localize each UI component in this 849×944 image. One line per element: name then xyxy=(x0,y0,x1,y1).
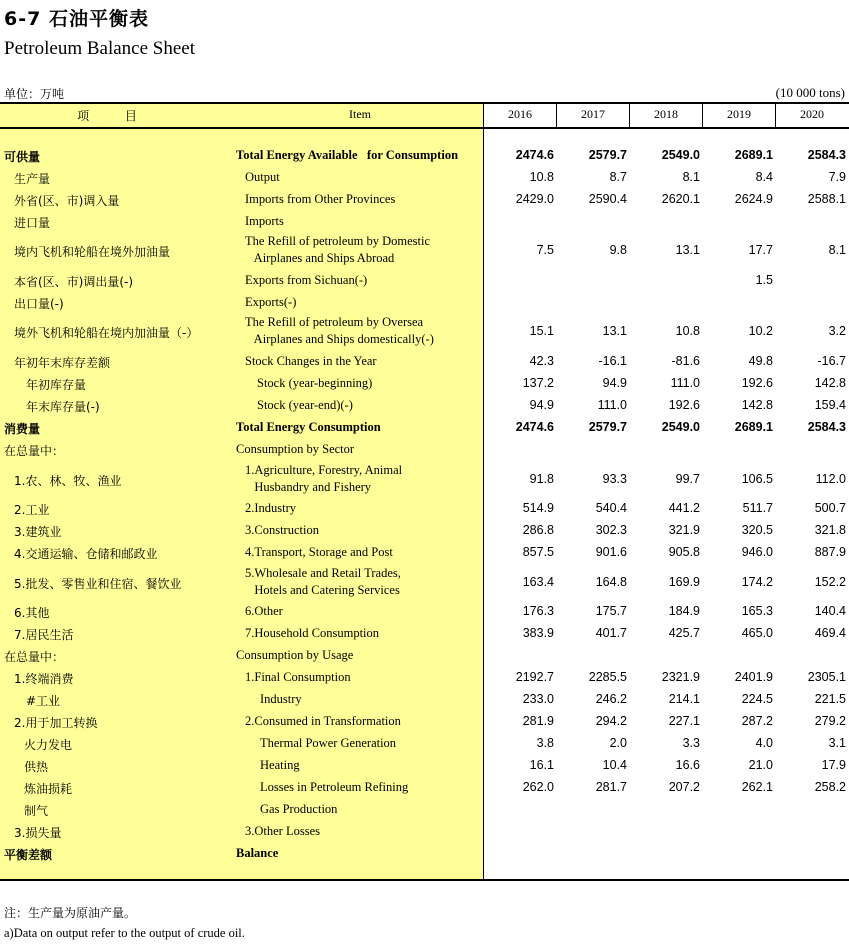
cell-value-2020: 3.2 xyxy=(828,324,846,338)
header-year-2019: 2019 xyxy=(727,107,751,121)
cell-value-2020: 2305.1 xyxy=(807,670,846,684)
cell-value-2016: 137.2 xyxy=(522,376,554,390)
cell-value-2017: 2285.5 xyxy=(588,670,627,684)
row-label-en: Airplanes and Ships domestically(-) xyxy=(245,332,434,346)
cell-value-2016: 262.0 xyxy=(522,780,554,794)
row-label-en: Exports from Sichuan(-) xyxy=(245,273,368,287)
table-row xyxy=(0,211,849,232)
row-label-cn: 进口量 xyxy=(14,216,51,230)
table-row xyxy=(0,667,849,689)
cell-value-2016: 3.8 xyxy=(536,736,554,750)
cell-value-2018: 2620.1 xyxy=(661,192,700,206)
cell-value-2018: 321.9 xyxy=(668,523,700,537)
cell-value-2016: 7.5 xyxy=(536,243,554,257)
cell-value-2018: 425.7 xyxy=(668,626,700,640)
cell-value-2017: 9.8 xyxy=(609,243,627,257)
table-row xyxy=(0,232,849,270)
cell-value-2020: 887.9 xyxy=(814,545,846,559)
cell-value-2020: 8.1 xyxy=(828,243,846,257)
cell-value-2019: 287.2 xyxy=(741,714,773,728)
row-label-en: Thermal Power Generation xyxy=(260,736,397,750)
row-label-cn: 2.工业 xyxy=(14,503,50,517)
cell-value-2017: 2590.4 xyxy=(588,192,627,206)
table-row xyxy=(0,395,849,417)
header-item-cn: 项 目 xyxy=(77,109,153,123)
cell-value-2020: 142.8 xyxy=(814,376,846,390)
table-row xyxy=(0,601,849,623)
cell-value-2016: 94.9 xyxy=(529,398,554,412)
row-label-en: Stock (year-end)(-) xyxy=(257,398,353,412)
table-row xyxy=(0,439,849,461)
row-label-en: The Refill of petroleum by Oversea xyxy=(245,315,424,329)
table-row xyxy=(0,733,849,755)
row-label-cn: 出口量(-) xyxy=(14,297,64,311)
row-label-cn: #工业 xyxy=(26,694,61,708)
row-label-en: Stock Changes in the Year xyxy=(245,354,377,368)
row-label-cn: 供热 xyxy=(24,760,49,774)
row-label-en: Exports(-) xyxy=(245,295,297,309)
cell-value-2019: 2624.9 xyxy=(734,192,773,206)
cell-value-2019: 946.0 xyxy=(741,545,773,559)
cell-value-2019: 262.1 xyxy=(741,780,773,794)
header-year-2020: 2020 xyxy=(800,107,824,121)
cell-value-2018: 2549.0 xyxy=(661,148,700,162)
cell-value-2017: 2.0 xyxy=(609,736,627,750)
row-label-en: Heating xyxy=(260,758,300,772)
row-label-cn: 炼油损耗 xyxy=(24,782,73,796)
table-row xyxy=(0,799,849,821)
header-year-2017: 2017 xyxy=(581,107,605,121)
cell-value-2019: 174.2 xyxy=(741,575,773,589)
row-label-en: 2.Consumed in Transformation xyxy=(245,714,401,728)
cell-value-2017: 401.7 xyxy=(595,626,627,640)
row-label-en: 3.Other Losses xyxy=(245,824,320,838)
table-top-rule xyxy=(0,102,849,104)
cell-value-2019: 511.7 xyxy=(742,501,773,515)
cell-value-2017: 281.7 xyxy=(595,780,627,794)
table-row xyxy=(0,843,849,865)
table-row xyxy=(0,292,849,313)
cell-value-2019: 8.4 xyxy=(755,170,773,184)
row-label-en: 2.Industry xyxy=(245,501,297,515)
row-label-en: Hotels and Catering Services xyxy=(245,583,400,597)
table-row xyxy=(0,373,849,395)
row-label-en: Imports from Other Provinces xyxy=(245,192,396,206)
cell-value-2017: 540.4 xyxy=(595,501,627,515)
cell-value-2019: 2401.9 xyxy=(734,670,773,684)
cell-value-2017: 10.4 xyxy=(602,758,627,772)
header-item-en: Item xyxy=(349,107,371,121)
cell-value-2019: 224.5 xyxy=(741,692,773,706)
cell-value-2019: 1.5 xyxy=(755,273,773,287)
row-label-cn: 3.建筑业 xyxy=(14,525,62,539)
row-label-en: Industry xyxy=(260,692,302,706)
cell-value-2020: 17.9 xyxy=(821,758,846,772)
cell-value-2020: -16.7 xyxy=(817,354,846,368)
cell-value-2020: 7.9 xyxy=(828,170,846,184)
cell-value-2018: 905.8 xyxy=(668,545,700,559)
cell-value-2016: 2429.0 xyxy=(515,192,554,206)
cell-value-2018: 214.1 xyxy=(668,692,700,706)
table-row xyxy=(0,167,849,189)
cell-value-2019: 4.0 xyxy=(755,736,773,750)
cell-value-2020: 221.5 xyxy=(814,692,846,706)
row-label-cn: 消费量 xyxy=(4,422,41,436)
cell-value-2017: 111.0 xyxy=(597,398,627,412)
cell-value-2019: 320.5 xyxy=(741,523,773,537)
table-row xyxy=(0,498,849,520)
cell-value-2017: 94.9 xyxy=(602,376,627,390)
cell-value-2020: 2584.3 xyxy=(807,420,846,434)
cell-value-2018: 3.3 xyxy=(682,736,700,750)
table-row xyxy=(0,711,849,733)
row-label-cn: 3.损失量 xyxy=(14,826,62,840)
row-label-cn: 1.农、林、牧、渔业 xyxy=(14,474,122,488)
row-label-cn: 2.用于加工转换 xyxy=(14,716,98,730)
row-label-cn: 平衡差额 xyxy=(4,848,53,862)
row-label-cn: 在总量中： xyxy=(4,444,65,458)
row-label-cn: 年初库存量 xyxy=(26,378,87,392)
row-label-en: Total Energy Available for Consumption xyxy=(236,148,459,162)
cell-value-2016: 42.3 xyxy=(529,354,554,368)
cell-value-2018: -81.6 xyxy=(671,354,700,368)
cell-value-2017: 13.1 xyxy=(602,324,627,338)
row-label-cn: 年初年末库存差额 xyxy=(14,356,111,370)
row-label-en: Husbandry and Fishery xyxy=(245,480,372,494)
cell-value-2020: 2588.1 xyxy=(807,192,846,206)
table-row xyxy=(0,189,849,211)
cell-value-2016: 163.4 xyxy=(522,575,554,589)
table-bottom-rule xyxy=(0,879,849,881)
cell-value-2016: 514.9 xyxy=(522,501,554,515)
row-label-en: 1.Final Consumption xyxy=(245,670,351,684)
cell-value-2017: 175.7 xyxy=(595,604,627,618)
cell-value-2018: 13.1 xyxy=(675,243,700,257)
cell-value-2020: 152.2 xyxy=(814,575,846,589)
row-label-en: Stock (year-beginning) xyxy=(257,376,373,390)
cell-value-2016: 176.3 xyxy=(522,604,554,618)
cell-value-2020: 469.4 xyxy=(814,626,846,640)
row-label-cn: 外省(区、市)调入量 xyxy=(14,194,120,208)
cell-value-2019: 165.3 xyxy=(741,604,773,618)
table-row xyxy=(0,777,849,799)
cell-value-2016: 857.5 xyxy=(522,545,554,559)
row-label-en: Consumption by Sector xyxy=(236,442,355,456)
cell-value-2019: 21.0 xyxy=(748,758,773,772)
cell-value-2017: 246.2 xyxy=(595,692,627,706)
row-label-cn: 火力发电 xyxy=(24,738,73,752)
cell-value-2016: 383.9 xyxy=(522,626,554,640)
cell-value-2020: 140.4 xyxy=(814,604,846,618)
cell-value-2018: 16.6 xyxy=(675,758,700,772)
row-label-cn: 境外飞机和轮船在境内加油量（-） xyxy=(14,326,199,340)
cell-value-2017: 294.2 xyxy=(595,714,627,728)
cell-value-2018: 111.0 xyxy=(670,376,700,390)
row-label-en: 1.Agriculture, Forestry, Animal xyxy=(245,463,403,477)
cell-value-2016: 2474.6 xyxy=(515,420,554,434)
header-year-2018: 2018 xyxy=(654,107,678,121)
cell-value-2016: 10.8 xyxy=(529,170,554,184)
row-label-en: Imports xyxy=(245,214,284,228)
cell-value-2020: 258.2 xyxy=(814,780,846,794)
row-label-en: Output xyxy=(245,170,280,184)
row-label-en: Losses in Petroleum Refining xyxy=(260,780,409,794)
row-label-cn: 7.居民生活 xyxy=(14,628,74,642)
note-cn: 注：生产量为原油产量。 xyxy=(4,906,137,920)
unit-label-en: (10 000 tons) xyxy=(775,85,845,100)
cell-value-2018: 169.9 xyxy=(668,575,700,589)
cell-value-2016: 2192.7 xyxy=(515,670,554,684)
row-label-en: The Refill of petroleum by Domestic xyxy=(245,234,431,248)
cell-value-2017: 2579.7 xyxy=(588,420,627,434)
row-label-en: Airplanes and Ships Abroad xyxy=(245,251,395,265)
row-label-en: 7.Household Consumption xyxy=(245,626,380,640)
cell-value-2020: 159.4 xyxy=(814,398,846,412)
unit-label-cn: 单位：万吨 xyxy=(4,87,65,101)
row-label-en: 5.Wholesale and Retail Trades, xyxy=(245,566,401,580)
row-label-cn: 4.交通运输、仓储和邮政业 xyxy=(14,547,158,561)
cell-value-2019: 142.8 xyxy=(741,398,773,412)
cell-value-2017: 2579.7 xyxy=(588,148,627,162)
cell-value-2020: 279.2 xyxy=(814,714,846,728)
cell-value-2018: 2321.9 xyxy=(661,670,700,684)
table-row xyxy=(0,623,849,645)
row-label-cn: 6.其他 xyxy=(14,606,50,620)
table-row xyxy=(0,417,849,439)
cell-value-2019: 17.7 xyxy=(748,243,773,257)
title-cn: 6-7 石油平衡表 xyxy=(4,8,149,30)
row-label-cn: 境内飞机和轮船在境外加油量 xyxy=(14,245,171,259)
header-rule xyxy=(0,127,849,129)
row-label-en: 3.Construction xyxy=(245,523,319,537)
cell-value-2017: 8.7 xyxy=(609,170,627,184)
cell-value-2018: 10.8 xyxy=(675,324,700,338)
cell-value-2020: 3.1 xyxy=(828,736,846,750)
row-label-en: Total Energy Consumption xyxy=(236,420,381,434)
cell-value-2019: 10.2 xyxy=(748,324,773,338)
cell-value-2018: 441.2 xyxy=(668,501,700,515)
header-year-2016: 2016 xyxy=(508,107,532,121)
cell-value-2019: 465.0 xyxy=(741,626,773,640)
row-label-cn: 本省(区、市)调出量(-) xyxy=(14,275,134,289)
row-label-cn: 年末库存量(-) xyxy=(26,400,100,414)
cell-value-2019: 2689.1 xyxy=(734,148,773,162)
table-row xyxy=(0,461,849,498)
cell-value-2020: 500.7 xyxy=(814,501,846,515)
cell-value-2016: 91.8 xyxy=(529,472,554,486)
cell-value-2020: 2584.3 xyxy=(807,148,846,162)
row-label-cn: 1.终端消费 xyxy=(14,672,74,686)
note-en: a)Data on output refer to the output of crude oil. xyxy=(4,926,245,940)
table-row xyxy=(0,145,849,167)
cell-value-2017: 164.8 xyxy=(595,575,627,589)
table-row xyxy=(0,689,849,711)
table-row xyxy=(0,542,849,564)
table-row xyxy=(0,821,849,843)
cell-value-2016: 281.9 xyxy=(522,714,554,728)
cell-value-2018: 207.2 xyxy=(668,780,700,794)
cell-value-2016: 15.1 xyxy=(529,324,554,338)
row-label-cn: 5.批发、零售业和住宿、餐饮业 xyxy=(14,577,182,591)
cell-value-2019: 192.6 xyxy=(741,376,773,390)
cell-value-2019: 49.8 xyxy=(748,354,773,368)
row-label-cn: 制气 xyxy=(24,804,49,818)
cell-value-2018: 8.1 xyxy=(682,170,700,184)
cell-value-2017: -16.1 xyxy=(598,354,627,368)
cell-value-2018: 2549.0 xyxy=(661,420,700,434)
cell-value-2018: 184.9 xyxy=(668,604,700,618)
table-row xyxy=(0,313,849,351)
table-row xyxy=(0,520,849,542)
table-row xyxy=(0,645,849,667)
table-row xyxy=(0,755,849,777)
cell-value-2016: 2474.6 xyxy=(515,148,554,162)
row-label-cn: 生产量 xyxy=(14,172,51,186)
table-row xyxy=(0,270,849,292)
cell-value-2019: 2689.1 xyxy=(734,420,773,434)
cell-value-2016: 233.0 xyxy=(522,692,554,706)
cell-value-2017: 302.3 xyxy=(595,523,627,537)
row-label-cn: 在总量中： xyxy=(4,650,65,664)
cell-value-2020: 321.8 xyxy=(814,523,846,537)
cell-value-2018: 99.7 xyxy=(675,472,700,486)
table-row xyxy=(0,351,849,373)
row-label-en: 6.Other xyxy=(245,604,283,618)
cell-value-2016: 16.1 xyxy=(529,758,554,772)
row-label-cn: 可供量 xyxy=(4,150,41,164)
cell-value-2020: 112.0 xyxy=(815,472,846,486)
row-label-en: Gas Production xyxy=(260,802,338,816)
cell-value-2017: 93.3 xyxy=(602,472,627,486)
cell-value-2018: 192.6 xyxy=(668,398,700,412)
cell-value-2018: 227.1 xyxy=(668,714,700,728)
cell-value-2019: 106.5 xyxy=(741,472,773,486)
row-label-en: Balance xyxy=(236,846,279,860)
cell-value-2017: 901.6 xyxy=(595,545,627,559)
title-en: Petroleum Balance Sheet xyxy=(4,38,195,59)
row-label-en: Consumption by Usage xyxy=(236,648,354,662)
row-label-en: 4.Transport, Storage and Post xyxy=(245,545,393,559)
table-row xyxy=(0,564,849,601)
cell-value-2016: 286.8 xyxy=(522,523,554,537)
